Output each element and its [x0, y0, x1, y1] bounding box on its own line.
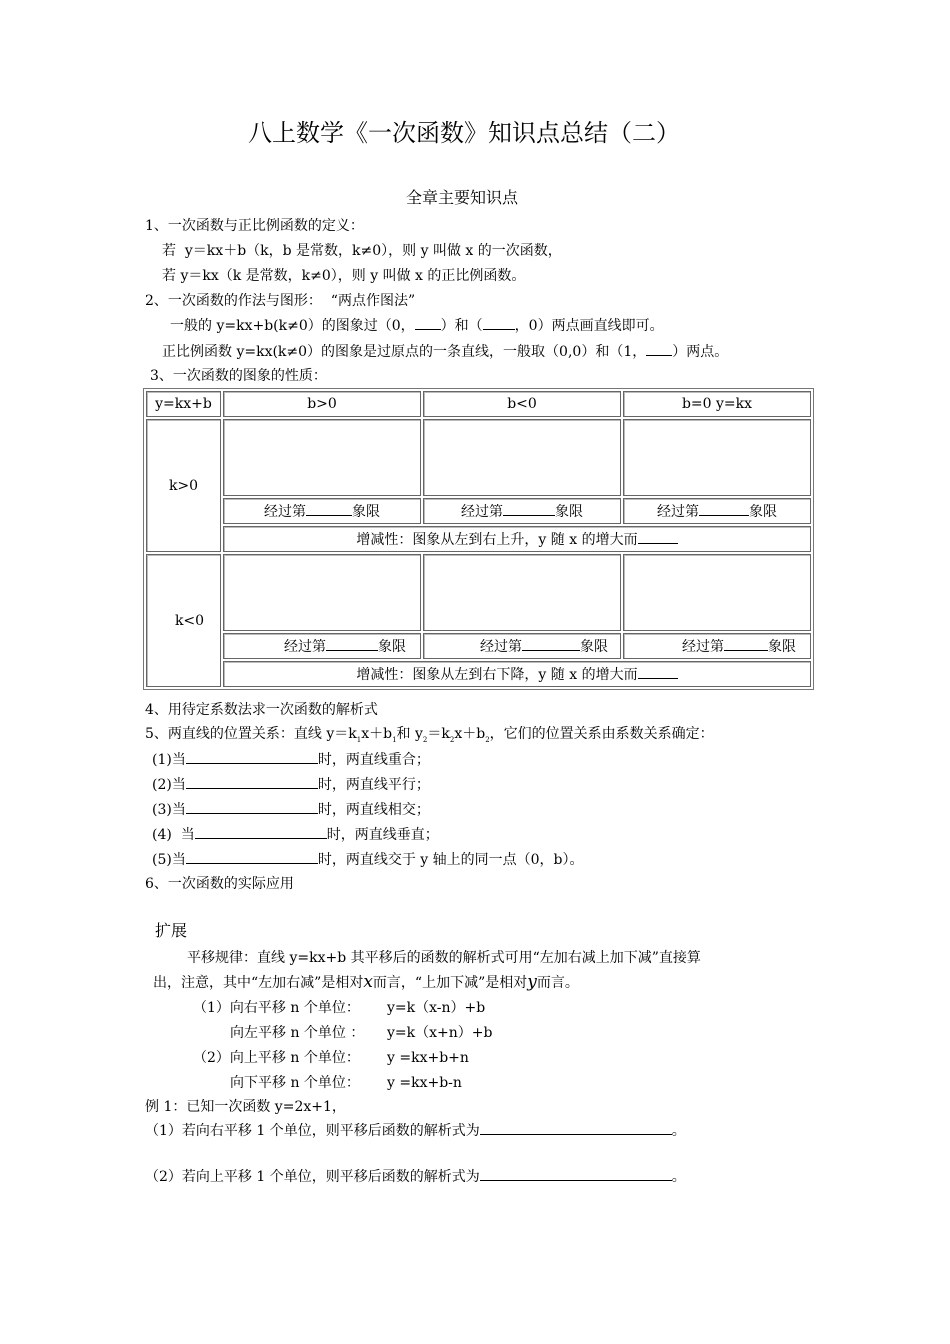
page-title: 八上数学《一次函数》知识点总结（二） [248, 119, 680, 147]
item-post: 时，两直线平行； [317, 777, 430, 793]
pass-pre: 经过第 [657, 504, 699, 520]
s3-heading: 3、一次函数的图象的性质： [150, 368, 327, 384]
s5-item [152, 774, 430, 795]
rule-down-label: 向下平移 n 个单位： [230, 1075, 360, 1091]
s2-line1-c: ，0）两点画直线即可。 [514, 318, 664, 334]
pass-pre: 经过第 [480, 639, 522, 655]
blank-mono[interactable] [638, 664, 678, 679]
s5-item [152, 824, 439, 845]
mono-neg-text: 增减性：图象从左到右下降，y 随 x 的增大而 [356, 667, 638, 683]
var-x: x [363, 972, 373, 992]
pass-post: 象限 [352, 504, 380, 520]
quadrant-cell [623, 633, 811, 659]
s5-item [152, 849, 584, 870]
section-subtitle: 全章主要知识点 [406, 188, 519, 207]
var-y: y [527, 972, 537, 992]
quadrant-cell [423, 498, 621, 524]
s5-head-f: ，它们的位置关系由系数关系确定： [489, 726, 714, 742]
s5-head-b: x＋b [361, 726, 393, 742]
row-header-k-neg [146, 554, 221, 687]
graph-box [223, 554, 421, 631]
blank-quadrant[interactable] [326, 636, 378, 651]
pass-post: 象限 [768, 639, 796, 655]
monotonicity-cell [223, 661, 811, 687]
item-post: 时，两直线垂直； [326, 827, 439, 843]
rule-down-formula: y =kx+b-n [387, 1075, 462, 1091]
col-header-b-neg: b<0 [423, 391, 621, 417]
blank-mono[interactable] [638, 529, 678, 544]
item-post: 时，两直线交于 y 轴上的同一点（0，b）。 [317, 852, 584, 868]
item-pre: (5)当 [152, 852, 186, 868]
blank-quadrant[interactable] [522, 636, 580, 651]
subscript: 2 [449, 736, 455, 744]
blank-s2-3[interactable] [646, 341, 672, 356]
ext-para-line1: 平移规律：直线 y=kx+b 其平移后的函数的解析式可用“左加右减上加下减”直接算 [187, 950, 701, 966]
blank-s2-2[interactable] [483, 315, 515, 330]
graph-box [423, 554, 621, 631]
s5-head-a: 5、两直线的位置关系：直线 y＝k [145, 726, 357, 742]
item-post: 时，两直线重合； [317, 752, 430, 768]
monotonicity-cell [223, 526, 811, 552]
blank-s5[interactable] [186, 849, 318, 864]
q2-end: 。 [671, 1169, 686, 1185]
mono-pos-text: 增减性：图象从左到右上升，y 随 x 的增大而 [356, 532, 638, 548]
row-header-k-pos: k>0 [146, 419, 221, 552]
s1-line1: 若 y＝kx＋b（k，b 是常数，k≠0），则 y 叫做 x 的一次函数， [162, 243, 562, 259]
blank-s5[interactable] [186, 774, 318, 789]
quadrant-cell [223, 498, 421, 524]
s2-line2-a: 正比例函数 y=kx(k≠0）的图象是过原点的一条直线，一般取（0,0）和（1， [162, 344, 647, 360]
col-header-b-zero: b=0 y=kx [623, 391, 811, 417]
graph-box [423, 419, 621, 496]
blank-s5[interactable] [195, 824, 327, 839]
s1-heading: 1、一次函数与正比例函数的定义： [145, 218, 364, 234]
pass-post: 象限 [749, 504, 777, 520]
pass-pre: 经过第 [461, 504, 503, 520]
graph-box [223, 419, 421, 496]
item-pre: (1)当 [152, 752, 186, 768]
k-neg-label: k<0 [174, 612, 205, 629]
rule-up-label: （2）向上平移 n 个单位： [193, 1050, 360, 1066]
item-pre: (3)当 [152, 802, 186, 818]
subscript: 2 [485, 736, 490, 744]
ext-para-line2 [153, 972, 579, 993]
blank-q2[interactable] [480, 1166, 672, 1181]
table-corner: y=kx+b [146, 391, 221, 417]
properties-table [143, 388, 814, 690]
s5-item [152, 749, 430, 770]
s5-head-e: x＋b [454, 726, 486, 742]
rule-left-label: 向左平移 n 个单位 ： [230, 1025, 365, 1041]
s5-heading [145, 724, 714, 750]
ext-p2a: 出，注意，其中“左加右减”是相对 [153, 975, 364, 991]
blank-s2-1[interactable] [415, 315, 441, 330]
s5-item [152, 799, 430, 820]
s6-heading: 6、一次函数的实际应用 [145, 876, 294, 892]
ext-p2b: 而言，“上加下减”是相对 [372, 975, 528, 991]
rule-right-label: （1）向右平移 n 个单位： [193, 1000, 360, 1016]
ext-p2c: 而言。 [536, 975, 579, 991]
s2-line1-a: 一般的 y=kx+b(k≠0）的图象过（0， [170, 318, 415, 334]
blank-s5[interactable] [186, 799, 318, 814]
example-q2 [145, 1166, 686, 1187]
s1-line2: 若 y＝kx（k 是常数，k≠0），则 y 叫做 x 的正比例函数。 [162, 268, 526, 284]
s2-line1 [170, 315, 664, 336]
example-heading: 例 1：已知一次函数 y=2x+1， [145, 1099, 346, 1115]
graph-box [623, 554, 811, 631]
subscript: 1 [356, 736, 362, 744]
q1-end: 。 [671, 1123, 686, 1139]
item-pre: (4) 当 [152, 827, 195, 843]
s4-heading: 4、用待定系数法求一次函数的解析式 [145, 702, 378, 718]
blank-quadrant[interactable] [699, 501, 749, 516]
ext-heading: 扩展 [155, 921, 188, 940]
rule-left-formula: y=k（x+n）+b [387, 1025, 493, 1041]
blank-quadrant[interactable] [503, 501, 555, 516]
quadrant-cell [623, 498, 811, 524]
s2-line1-b: ）和（ [440, 318, 483, 334]
blank-quadrant[interactable] [724, 636, 768, 651]
s5-head-d: ＝k [427, 726, 450, 742]
blank-s5[interactable] [186, 749, 318, 764]
graph-box [623, 419, 811, 496]
pass-pre: 经过第 [264, 504, 306, 520]
pass-pre: 经过第 [682, 639, 724, 655]
col-header-b-pos: b>0 [223, 391, 421, 417]
item-pre: (2)当 [152, 777, 186, 793]
rule-right-formula: y=k（x-n）+b [387, 1000, 486, 1016]
pass-post: 象限 [555, 504, 583, 520]
quadrant-cell [423, 633, 621, 659]
s2-line2-b: ）两点。 [672, 344, 729, 360]
pass-post: 象限 [580, 639, 608, 655]
pass-post: 象限 [378, 639, 406, 655]
s5-head-c: 和 y [396, 726, 423, 742]
blank-q1[interactable] [480, 1120, 672, 1135]
subscript: 1 [392, 736, 397, 744]
subscript: 2 [422, 736, 428, 744]
rule-up-formula: y =kx+b+n [387, 1050, 469, 1066]
s2-line2 [162, 341, 728, 362]
blank-quadrant[interactable] [306, 501, 352, 516]
item-post: 时，两直线相交； [317, 802, 430, 818]
pass-pre: 经过第 [284, 639, 326, 655]
s2-heading: 2、一次函数的作法与图形： “两点作图法” [145, 293, 416, 309]
q1-text: （1）若向右平移 1 个单位，则平移后函数的解析式为 [145, 1123, 480, 1139]
example-q1 [145, 1120, 686, 1141]
quadrant-cell [223, 633, 421, 659]
q2-text: （2）若向上平移 1 个单位，则平移后函数的解析式为 [145, 1169, 480, 1185]
